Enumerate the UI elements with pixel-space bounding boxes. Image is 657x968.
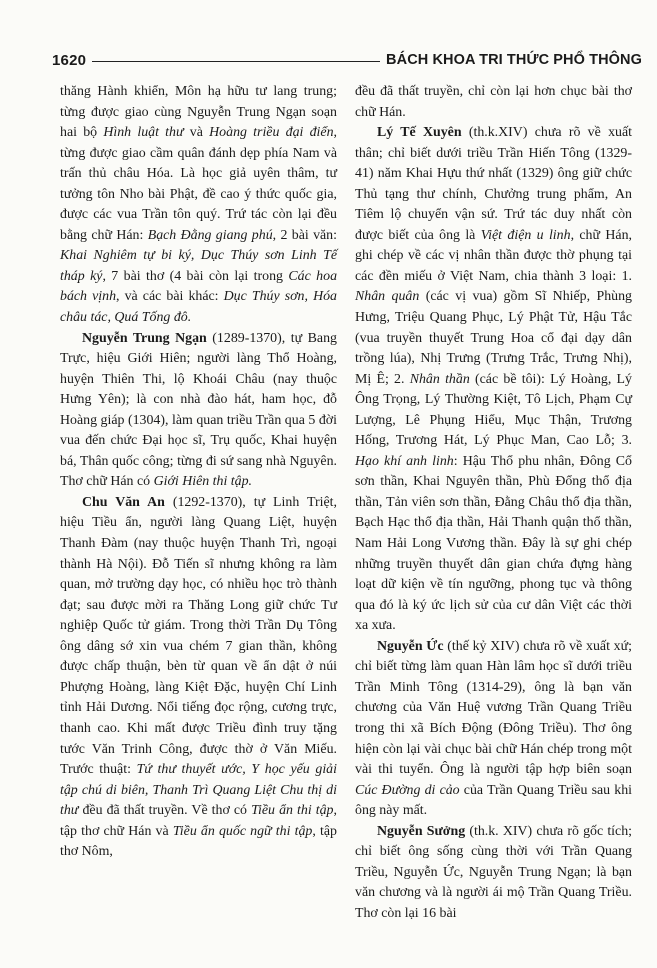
italic-title: Nhân thần [409, 371, 470, 387]
italic-title: Việt điện u linh [480, 227, 571, 243]
entry-name: Nguyễn Ức [377, 638, 444, 654]
italic-title: Các hoa bách vịnh [60, 268, 338, 305]
italic-title: Nhân quân [355, 289, 420, 305]
text-run: , từng được giao cầm quân đánh dẹp phía Nam và trấn thủ châu Hóa. Là học giả uyên thâm, tư tưởng tôn Nho bài Phật, đề cao ý thức quốc gia, được các vua Trần tôn quý. Trứ tác còn lại đều bằng chữ Hán: [60, 125, 338, 243]
italic-title: Hạo khí anh linh [355, 453, 454, 469]
page-header [52, 50, 642, 70]
paragraph-tran-quang-trieu-continued [60, 82, 337, 329]
text-run: , 7 bài thơ (4 bài còn lại trong [102, 268, 289, 284]
header-rule [92, 61, 380, 62]
italic-title: Hình luật thư [103, 125, 184, 141]
entry-chu-van-an [60, 493, 337, 863]
entry-name: Nguyễn Sưởng [377, 823, 466, 839]
entry-nguyen-suong [355, 822, 632, 925]
paragraph-chu-van-an-continued [355, 82, 632, 123]
text-run: (thế kỷ XIV) chưa rõ về xuất xứ; chỉ biết từng làm quan Hàn lâm học sĩ dưới triều Trần Minh Tông (1314-29), ông là bạn văn chương của Văn Huệ vương Trần Quang Triều trong thi xã Bích Động (Đông Triều). Thơ ông hiện còn lại vài chục bài chữ Hán chép trong một vài thi tuyển. Ông là người tập hợp biên soạn [355, 638, 632, 778]
text-run: (th.k. XIV) chưa rõ gốc tích; chỉ biết ông sống cùng thời với Trần Quang Triều, Nguyễn Ức, Nguyễn Trung Ngạn; là bạn văn chương và là người ái mộ Trần Quang Triều. Thơ còn lại 16 bài [355, 823, 633, 921]
text-run: đều đã thất truyền, chỉ còn lại hơn chục bài thơ chữ Hán. [355, 84, 632, 120]
text-run: , và các bài khác: [116, 289, 224, 305]
entry-ly-te-xuyen [355, 123, 632, 637]
text-run: đều đã thất truyền. Về thơ có [78, 803, 252, 819]
text-run: , tập thơ chữ Hán và [60, 803, 337, 839]
text-run: , chữ Hán, ghi chép về các vị nhân thần được thờ phụng tại các đền miếu ở Việt Nam, chia thành 3 loại: 1. [355, 227, 632, 284]
text-run: , 2 bài văn: [272, 227, 337, 243]
right-column [355, 82, 632, 924]
text-run: (1289-1370), tự Bang Trực, hiệu Giới Hiên; người làng Thổ Hoàng, huyện Thiên Thi, lộ Khoái Châu (nay thuộc Hưng Yên); là con nhà đào hát, ham học, đỗ Hoàng giáp (1304), làm quan triều Trần qua 5 đời vua đến chức Đại học sĩ, Trụ quốc, Khai huyện bá, Thân quốc công; từng đi sứ sang nhà Nguyên. Thơ chữ Hán có [60, 330, 337, 490]
text-run: : Hậu Thổ phu nhân, Đông Cổ sơn thần, Khai Nguyên thần, Phù Đổng thổ địa thần, Tản viên sơn thần, Đằng Châu thổ địa thần, Bạch Hạc thổ địa thần, Hải Thanh quận thổ thần, Nam Hải Long Vương thần. Đây là sự ghi chép những truyền thuyết dân gian chứa đựng hàng loạt dữ kiện về tín ngưỡng, phong tục và thông qua đó là ký ức lịch sử của cư dân Việt các thời xa xưa. [355, 453, 632, 634]
italic-title: Giới Hiên thi tập. [153, 474, 253, 490]
italic-title: Cúc Đường di cảo [355, 782, 460, 798]
italic-title: Khai Nghiêm tự bi ký, Dục Thúy sơn Linh Tế tháp ký [60, 248, 337, 284]
italic-title: Tiều ẩn thi tập [251, 803, 334, 819]
text-run: thăng Hành khiển, Môn hạ hữu tư lang trung; từng được giao cùng Nguyễn Trung Ngạn soạn hai bộ [60, 84, 337, 141]
italic-title: Tiều ẩn quốc ngữ thi tập [172, 823, 313, 839]
italic-title: Tứ thư thuyết ước, Y học yếu giải tập chú di biên, Thanh Trì Quang Liệt Chu thị di thư [60, 762, 337, 819]
text-run: (th.k.XIV) chưa rõ về xuất thân; chỉ biết dưới triều Trần Hiến Tông (1329-41) năm Khai Hựu thứ nhất (1329) ông giữ chức Thủ tạng thư chính, Chưởng trung phẩm, An Tiêm lộ chuyển vận sứ. Trứ tác duy nhất còn được biết của ông là [355, 125, 632, 243]
book-title: BÁCH KHOA TRI THỨC PHỔ THÔNG [386, 52, 642, 68]
page-number: 1620 [52, 51, 87, 69]
entry-nguyen-trung-ngan [60, 329, 337, 493]
italic-title: Hoàng triều đại điển [209, 125, 334, 141]
left-column [60, 82, 337, 863]
entry-name: Lý Tế Xuyên [377, 125, 462, 141]
italic-title: Bạch Đằng giang phú [147, 227, 273, 243]
text-run: (các bề tôi): Lý Hoàng, Lý Ông Trọng, Lý Thường Kiệt, Tô Lịch, Phạm Cự Lượng, Lê Phụng Hiểu, Mục Thận, Trương Hống, Trương Hát, Lý Phục Man, Cao Lỗ; 3. [355, 371, 632, 449]
text-run: và [183, 125, 210, 141]
entry-nguyen-uc [355, 637, 632, 822]
entry-name: Nguyễn Trung Ngạn [82, 330, 207, 346]
italic-title: Dục Thúy sơn, Hóa châu tác, Quá Tống đô. [60, 289, 337, 326]
text-run: (1292-1370), tự Linh Triệt, hiệu Tiều ẩn, người làng Quang Liệt, huyện Thanh Đàm (nay thuộc huyện Thanh Trì, ngoại thành Hà Nội). Đỗ Tiến sĩ nhưng không ra làm quan, mở trường dạy học, có nhiều học trò thành đạt; sau được mời ra Thăng Long giữ chức Tư nghiệp Quốc tử giám. Trong thời Trần Dụ Tông ông dâng sớ xin vua chém 7 gian thần, không được chấp thuận, bèn từ quan về ẩn dật ở núi Phượng Hoàng, làng Kiệt Đặc, huyện Chí Linh tỉnh Hải Dương. Nổi tiếng đọc rộng, cương trực, thanh cao. Khi mất được Triều đình truy tặng tước Văn Trinh Công, được thờ ở Văn Miếu. Trước thuật: [60, 494, 337, 778]
text-run: của Trần Quang Triều sau khi ông này mất. [355, 782, 632, 819]
text-run: (các vị vua) gồm Sĩ Nhiếp, Phùng Hưng, Triệu Quang Phục, Lý Phật Tử, Hậu Tắc (vua truyền thuyết Trung Hoa cổ đại dạy dân trồng lúa), Nhị Trưng (Trưng Trắc, Trưng Nhị), Mị Ê; 2. [355, 289, 632, 387]
text-run: , tập thơ Nôm, [60, 823, 337, 860]
entry-name: Chu Văn An [82, 494, 165, 510]
